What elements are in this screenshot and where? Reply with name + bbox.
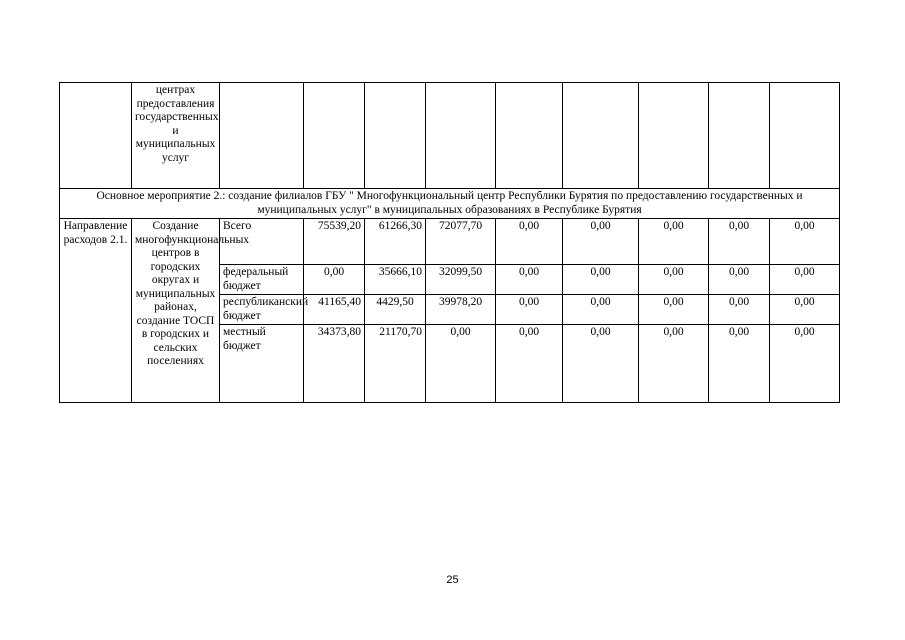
page-number: 25 xyxy=(446,574,459,586)
value-cell: 0,00 xyxy=(770,265,840,295)
banner-row xyxy=(60,189,840,219)
value-cell: 0,00 xyxy=(426,325,496,403)
value-cell: 0,00 xyxy=(563,325,639,403)
value-cell: 0,00 xyxy=(639,219,709,265)
value-cell: 72077,70 xyxy=(426,219,496,265)
continuation-text: центрах предоставления государственных и муниципальных услуг xyxy=(132,83,220,189)
budget-table xyxy=(59,82,840,403)
value-cell: 0,00 xyxy=(770,325,840,403)
value-cell: 0,00 xyxy=(639,295,709,325)
value-cell: 35666,10 xyxy=(365,265,426,295)
value-cell: 0,00 xyxy=(496,325,563,403)
table-row xyxy=(60,219,840,265)
value-cell: 4429,50 xyxy=(365,295,426,325)
value-cell: 0,00 xyxy=(496,219,563,265)
source-cell: республиканский бюджет xyxy=(220,295,304,325)
direction-cell: Направление расходов 2.1. xyxy=(60,219,132,403)
value-cell: 0,00 xyxy=(639,265,709,295)
source-cell: местный бюджет xyxy=(220,325,304,403)
value-cell: 0,00 xyxy=(770,219,840,265)
value-cell: 0,00 xyxy=(563,219,639,265)
value-cell: 0,00 xyxy=(496,265,563,295)
value-cell: 0,00 xyxy=(770,295,840,325)
value-cell: 0,00 xyxy=(563,265,639,295)
source-cell: федеральный бюджет xyxy=(220,265,304,295)
value-cell: 41165,40 xyxy=(304,295,365,325)
value-cell: 0,00 xyxy=(709,295,770,325)
value-cell: 0,00 xyxy=(563,295,639,325)
value-cell: 32099,50 xyxy=(426,265,496,295)
value-cell: 0,00 xyxy=(709,219,770,265)
value-cell: 0,00 xyxy=(639,325,709,403)
value-cell: 34373,80 xyxy=(304,325,365,403)
description-cell: Создание многофункциональных центров в городских округах и муниципальных районах, создание ТОСП в городских и сельских поселениях xyxy=(132,219,220,403)
source-cell: Всего xyxy=(220,219,304,265)
continuation-row xyxy=(60,83,840,189)
value-cell: 39978,20 xyxy=(426,295,496,325)
continuation-empty-cell xyxy=(60,83,132,189)
value-cell: 21170,70 xyxy=(365,325,426,403)
value-cell: 61266,30 xyxy=(365,219,426,265)
value-cell: 0,00 xyxy=(304,265,365,295)
main-activity-banner: Основное мероприятие 2.: создание филиалов ГБУ " Многофункциональный центр Республики Бурятия по предоставлению государственных и муниципальных услуг" в муниципальных образованиях в Республике Бурятия xyxy=(60,189,840,219)
value-cell: 75539,20 xyxy=(304,219,365,265)
value-cell: 0,00 xyxy=(496,295,563,325)
value-cell: 0,00 xyxy=(709,265,770,295)
value-cell: 0,00 xyxy=(709,325,770,403)
